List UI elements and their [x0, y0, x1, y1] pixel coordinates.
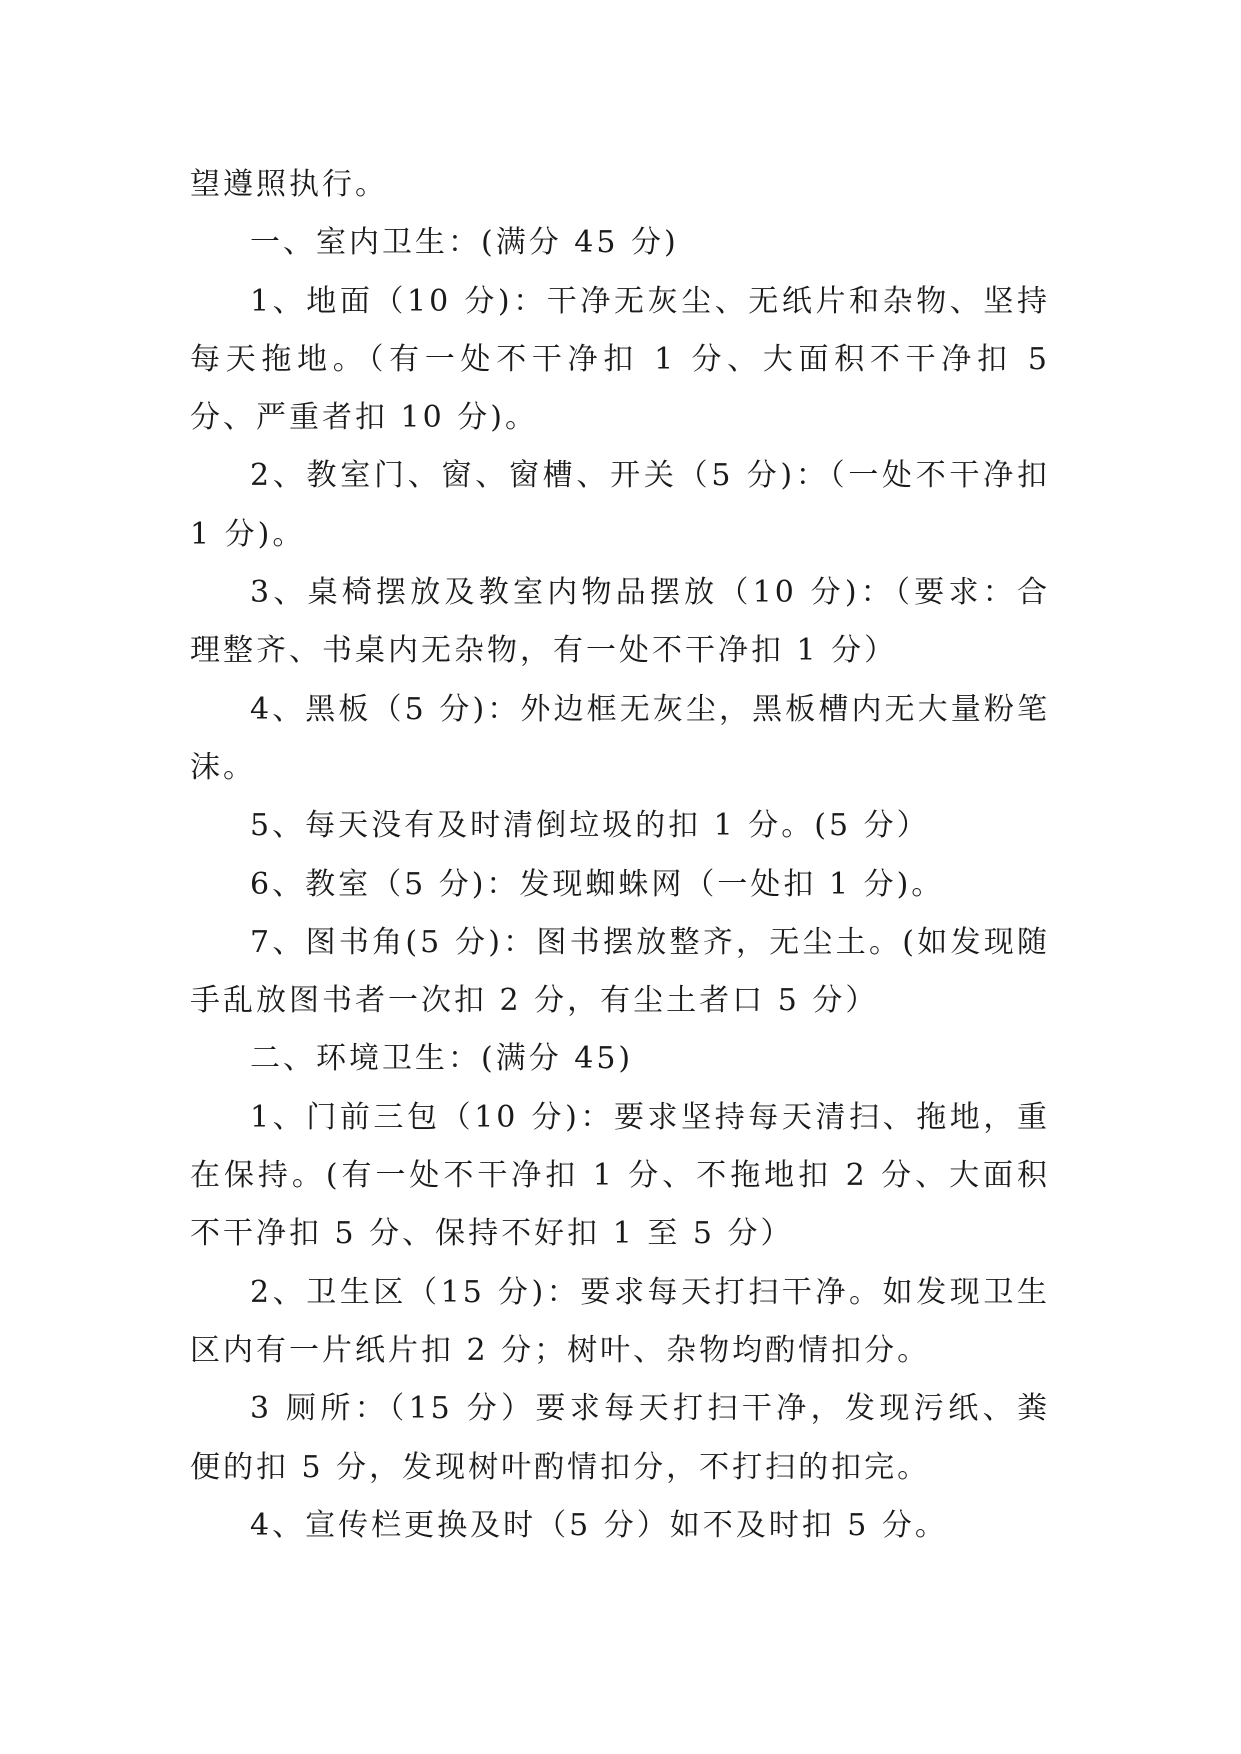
rule-hygiene-area: 2、卫生区（15 分)：要求每天打扫干净。如发现卫生区内有一片纸片扣 2 分；树叶、杂物均酌情扣分。	[190, 1274, 1050, 1368]
rule-book-corner: 7、图书角(5 分)：图书摆放整齐，无尘土。(如发现随手乱放图书者一次扣 2 分，有尘土者口 5 分）	[190, 924, 1050, 1019]
section-heading-indoor: 一、室内卫生：(满分 45 分)	[250, 225, 679, 261]
rule-floor: 1、地面（10 分)：干净无灰尘、无纸片和杂物、坚持每天拖地。（有一处不干净扣 1 分、大面积不干净扣 5 分、严重者扣 10 分)。	[190, 283, 1050, 436]
rule-garbage: 5、每天没有及时清倒垃圾的扣 1 分。(5 分）	[250, 808, 930, 844]
rule-cobwebs: 6、教室（5 分)：发现蜘蛛网（一处扣 1 分)。	[250, 866, 945, 902]
rule-toilet: 3 厕所：（15 分）要求每天打扫干净，发现污纸、粪便的扣 5 分，发现树叶酌情扣分，不打扫的扣完。	[190, 1391, 1050, 1485]
rule-blackboard: 4、黑板（5 分)：外边框无灰尘，黑板槽内无大量粉笔沫。	[190, 691, 1050, 785]
rule-front-door: 1、门前三包（10 分)：要求坚持每天清扫、拖地，重在保持。(有一处不干净扣 1 分、不拖地扣 2 分、大面积不干净扣 5 分、保持不好扣 1 至 5 分）	[190, 1099, 1050, 1252]
rule-bulletin-board: 4、宣传栏更换及时（5 分）如不及时扣 5 分。	[250, 1507, 948, 1543]
rule-doors-windows: 2、教室门、窗、窗槽、开关（5 分)：（一处不干净扣 1 分)。	[190, 458, 1050, 552]
section-heading-environment: 二、环境卫生：(满分 45)	[250, 1041, 634, 1077]
rule-desks-chairs: 3、桌椅摆放及教室内物品摆放（10 分)：（要求：合理整齐、书桌内无杂物，有一处不干净扣 1 分）	[190, 575, 1050, 669]
paragraph-intro-tail: 望遵照执行。	[190, 167, 388, 202]
document-body	[190, 156, 1050, 1555]
